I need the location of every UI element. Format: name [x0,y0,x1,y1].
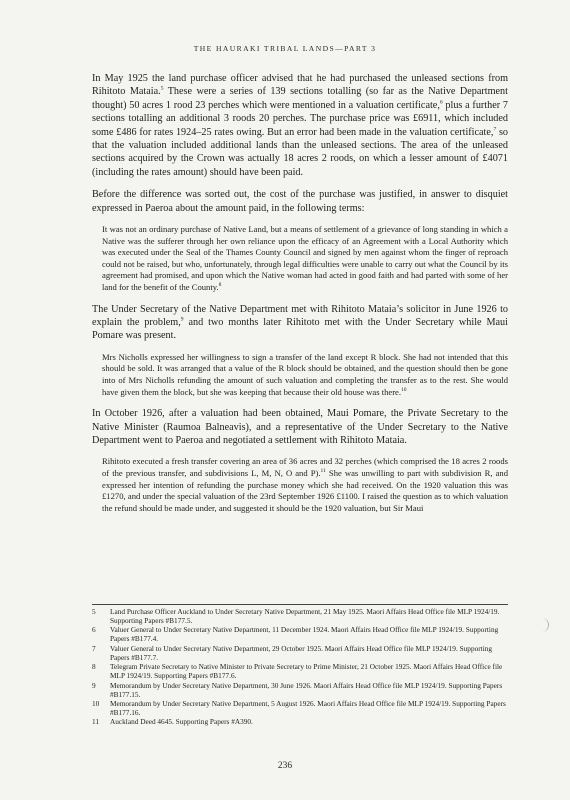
running-header: THE HAURAKI TRIBAL LANDS—PART 3 [193,44,377,53]
block-quote-3 [102,456,508,514]
footnote-item [92,608,508,626]
footnote-item [92,663,508,681]
footnote-text: Memorandum by Under Secretary Native Department, 5 August 1926. Maori Affairs Head Office file MLP 1924/19. Supporting Papers #B177.16. [110,699,506,717]
paragraph-text: so that the valuation included additional lands than the unleased sections. The area of the unleased sections acquired by the Crown was actually 18 acres 2 roods, on which a lesser amount of £4071 (including the rates amount) should have been paid. [92,126,509,178]
footnote-item [92,718,508,727]
paragraph-text: In May 1925 the land purchase officer advised that he had purchased the unleased sections from Rihitoto Mataia. [92,73,508,98]
footnote-number: 7 [92,643,96,653]
footnote-text: Memorandum by Under Secretary Native Department, 30 June 1926. Maori Affairs Head Office file MLP 1924/19. Supporting Papers #B177.15. [110,680,503,699]
footnote-ref-7[interactable]: 7 [493,126,497,133]
footnote-number: 9 [92,680,96,690]
main-text [92,72,508,523]
footnote-ref-9[interactable]: 9 [180,316,184,323]
footnote-item [92,626,508,644]
footnote-ref-8[interactable]: 8 [218,282,222,289]
footnotes [92,604,508,728]
footnote-ref-11[interactable]: 11 [320,468,326,475]
quote-text: It was not an ordinary purchase of Native Land, but a means of settlement of a grievance of long standing in which a Native was the sufferer through her own reliance upon the efficacy of an Agreement with a Local Authority which was executed under the Seal of the Thames County Council and signed by men against whom the finger of reproach could not be raised, but who, unfortunately, through legal difficulties were unable to carry out what the Council by its agreement had promised, and upon which the Native woman had acted in good faith and had parted with some of her land for the benefit of the County. [102,224,508,293]
block-quote-2 [102,352,508,398]
footnote-number: 10 [92,699,100,709]
block-quote-1 [102,224,508,294]
footnote-text: Auckland Deed 4645. Supporting Papers #A390. [110,717,253,727]
footnote-number: 6 [92,625,96,635]
footnote-text: Telegram Private Secretary to Native Minister to Private Secretary to Prime Minister, 21 October 1925. Maori Affairs Head Office file MLP 1924/19. Supporting Papers #B177.6. [110,662,503,681]
quote-text: Mrs Nicholls expressed her willingness to sign a transfer of the land except R block. She had not intended that this should be sold. It was arranged that a value of the R block should be obtained, and the question should then be gone into of Mrs Nicholls refunding the amount of such valuation and completing the transfer as to the rest. She would have given them the block, but she was keeping that because their old house was there. [102,351,508,397]
footnote-text: Valuer General to Under Secretary Native Department, 29 October 1925. Maori Affairs Head Office file MLP 1924/19. Supporting Papers #B177.7. [110,643,493,662]
footnote-text: Valuer General to Under Secretary Native Department, 11 December 1924. Maori Affairs Head Office file MLP 1924/19. Supporting Papers #B177.4. [110,625,499,644]
paragraph-3 [92,303,508,343]
footnote-number: 11 [92,717,100,727]
footnote-number: 5 [92,607,96,616]
footnote-text: Land Purchase Officer Auckland to Under Secretary Native Department, 21 May 1925. Maori Affairs Head Office file MLP 1924/19. Supporting Papers #B177.5. [110,607,500,625]
paragraph-text: plus a further 7 sections totalling an additional 3 roods 20 perches. The purchase price was £6911, which included some £486 for rates 1924–25 rates owing. But an error had been made in the valuation certificate, [92,99,508,138]
footnote-divider [92,604,508,605]
footnote-ref-10[interactable]: 10 [401,386,407,393]
footnote-ref-5[interactable]: 5 [160,86,164,93]
paragraph-text: The Under Secretary of the Native Department met with Rihitoto Mataia’s solicitor in June 1926 to explain the problem, [92,303,508,329]
paragraph-2: Before the difference was sorted out, the cost of the purchase was justified, in answer to disquiet expressed in Paeroa about the amount paid, in the following terms: [92,189,508,214]
page-number: 236 [277,761,293,771]
footnote-ref-6[interactable]: 6 [439,99,443,106]
paragraph-text: and two months later Rihitoto met with the Under Secretary while Maui Pomare was present. [92,317,508,342]
quote-text: She was unwilling to part with subdivision R, and expressed her intention of refunding the purchase money which she had received. On the 1920 valuation this was £1270, and under the special valuation of the 23rd September 1926 £1100. I raised the question as to which valuation the refund should be made under, and suggested it should be the 1920 valuation, but Sir Maui [102,468,509,513]
footnote-item [92,682,508,700]
quote-text: Rihitoto executed a fresh transfer covering an area of 36 acres and 32 perches (which comprised the 18 acres 2 roods of the previous transfer, and subdivisions L, M, N, O and P). [102,456,508,479]
footnote-item [92,645,508,663]
paragraph-text: These were a series of 139 sections totalling (so far as the Native Department thought) 50 acres 1 rood 23 perches which were mentioned in a valuation certificate, [92,86,508,111]
footnote-item [92,700,508,718]
footnote-number: 8 [92,662,96,672]
paragraph-4: In October 1926, after a valuation had been obtained, Maui Pomare, the Private Secretary to the Native Minister (Raumoa Balneavis), and a representative of the Under Secretary to the Native Department went to Paeroa and negotiated a settlement with Rihitoto Mataia. [92,408,508,447]
paragraph-1 [92,72,508,179]
margin-pencil-mark [542,618,549,632]
